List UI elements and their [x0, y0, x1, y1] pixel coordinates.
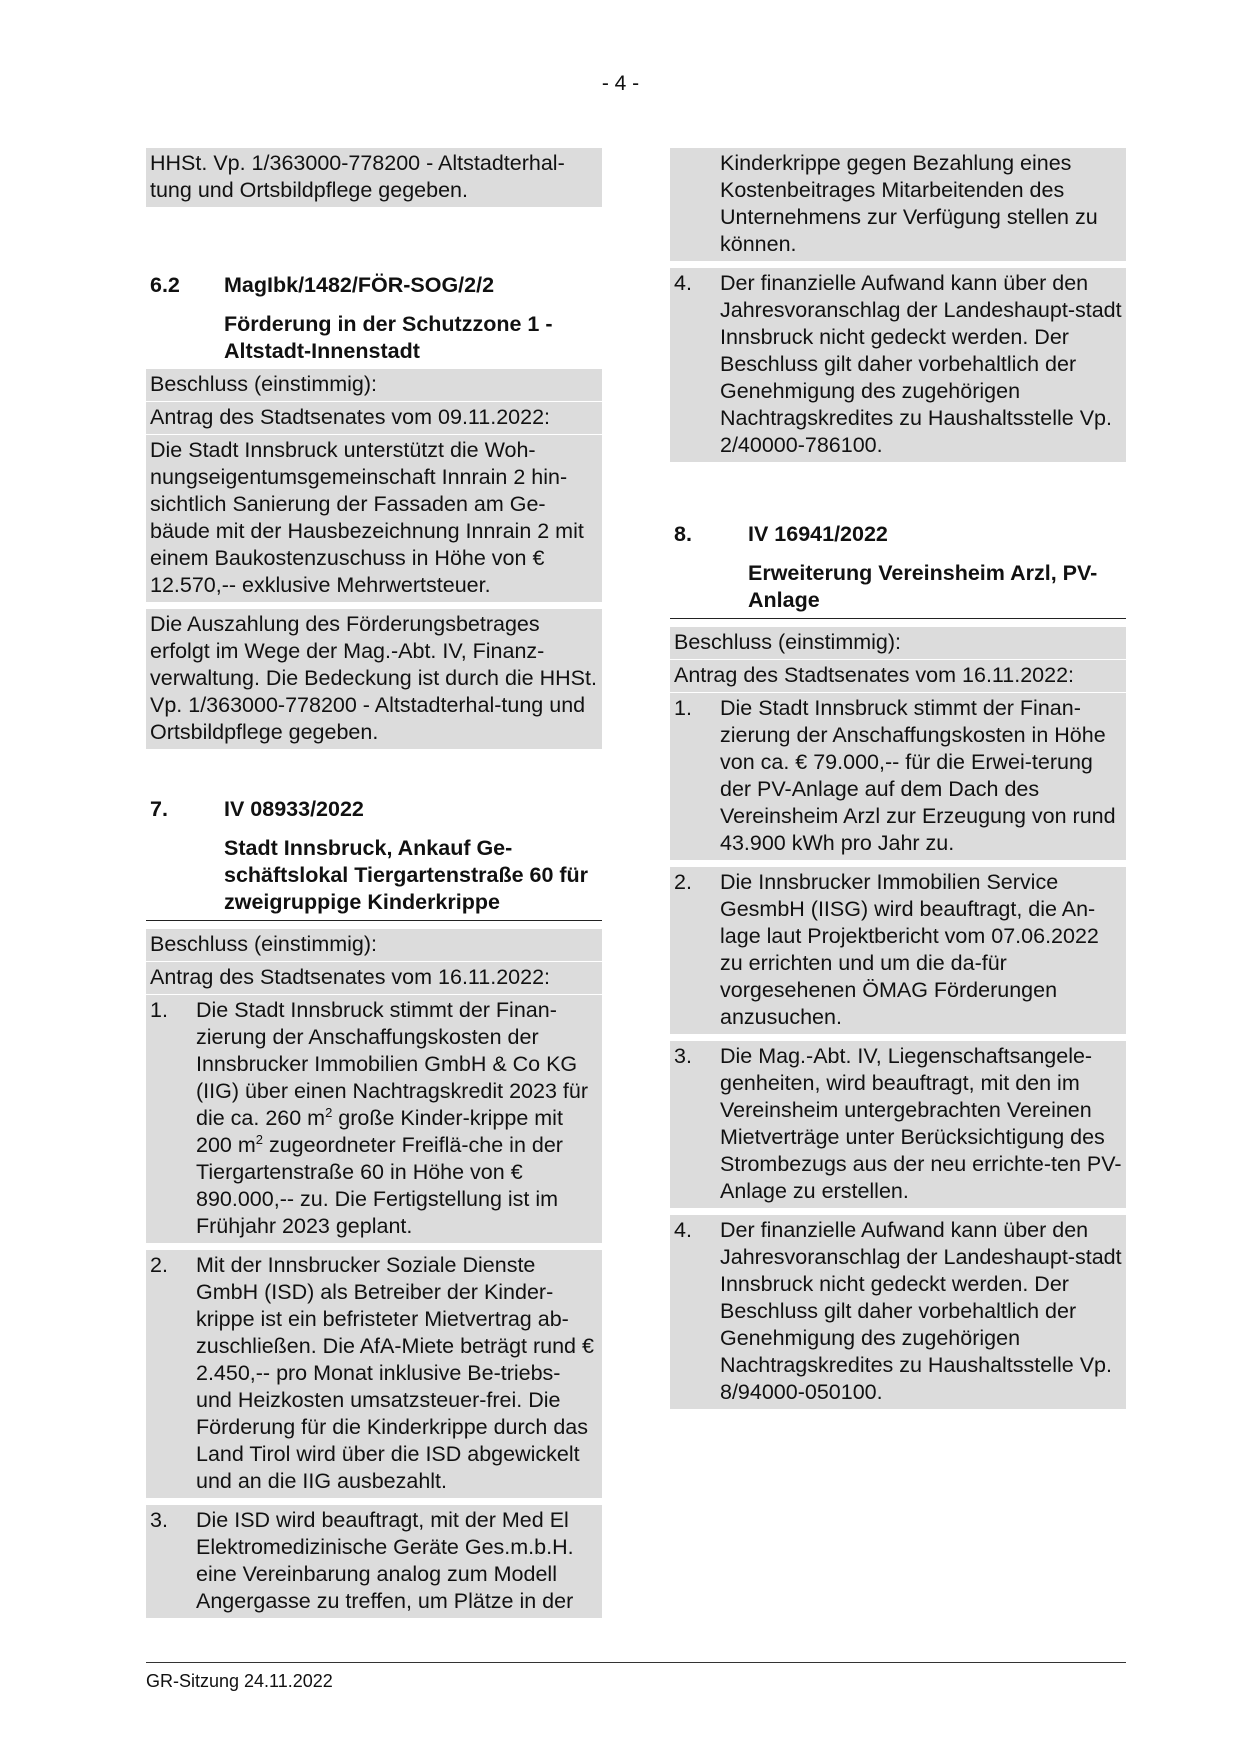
list-item [670, 1041, 1126, 1208]
section-id: IV 08933/2022 [224, 797, 364, 821]
motion-label: Antrag des Stadtsenates vom 09.11.2022: [146, 402, 602, 434]
left-column [146, 148, 602, 1625]
list-item [670, 268, 1126, 462]
section-number: 7. [150, 797, 168, 821]
item-number: 3. [674, 1044, 692, 1068]
item-text: Die Mag.-Abt. IV, Liegenschaftsangele-genheiten, wird beauftragt, mit den im Vereinsheim untergebrachten Vereinen Mietverträge unter Berücksichtigung des Strombezugs aus der neu errichte-ten PV-Anlage zu erstellen. [720, 1044, 1122, 1203]
left-top-text: HHSt. Vp. 1/363000-778200 - Altstadterhal-tung und Ortsbildpflege gegeben. [146, 148, 602, 207]
section-title: Erweiterung Vereinsheim Arzl, PV-Anlage [670, 560, 1126, 619]
item-text: Mit der Innsbrucker Soziale Dienste GmbH (ISD) als Betreiber der Kinder-krippe ist ein befristeter Mietvertrag ab-zuschließen. Die AfA-Miete beträgt rund € 2.450,-- pro Monat inklusive Be-triebs- und Heizkosten umsatzsteuer-frei. Die Förderung für die Kinderkrippe durch das Land Tirol wird über die ISD abgewickelt und an die IIG ausbezahlt. [196, 1253, 594, 1493]
decision-label: Beschluss (einstimmig): [146, 929, 602, 961]
item-text: Die Innsbrucker Immobilien Service GesmbH (IISG) wird beauftragt, die An-lage laut Projektbericht vom 07.06.2022 zu errichten und um die da-für vorgesehenen ÖMAG Förderungen anzusuchen. [720, 870, 1099, 1029]
page-number: - 4 - [601, 72, 640, 95]
right-column [670, 148, 1126, 1416]
item-number: 4. [674, 1218, 692, 1242]
list-item [670, 1215, 1126, 1409]
item-number: 3. [150, 1508, 168, 1532]
section-7 [146, 796, 602, 1618]
section-number: 8. [674, 522, 692, 546]
list-item [146, 995, 602, 1243]
section-7-header [146, 796, 602, 823]
section-number: 6.2 [150, 273, 180, 297]
list-item [670, 693, 1126, 860]
section-6-2 [146, 272, 602, 749]
decision-label: Beschluss (einstimmig): [670, 627, 1126, 659]
list-item [146, 1250, 602, 1498]
section-title: Stadt Innsbruck, Ankauf Ge-schäftslokal Tiergartenstraße 60 für zweigruppige Kinderkrippe [146, 835, 602, 921]
list-item-continued [670, 148, 1126, 261]
item-text: Der finanzielle Aufwand kann über den Jahresvoranschlag der Landeshaupt-stadt Innsbruck nicht gedeckt werden. Der Beschluss gilt daher vorbehaltlich der Genehmigung des zugehörigen Nachtragskredites zu Haushaltsstelle Vp. 2/40000-786100. [720, 271, 1122, 457]
item-text: Kinderkrippe gegen Bezahlung eines Kostenbeitrages Mitarbeitenden des Unternehmens zur Verfügung stellen zu können. [720, 151, 1098, 256]
item-number: 4. [674, 271, 692, 295]
section-title: Förderung in der Schutzzone 1 - Altstadt-Innenstadt [224, 312, 553, 363]
paragraph: Die Auszahlung des Förderungsbetrages erfolgt im Wege der Mag.-Abt. IV, Finanz-verwaltung. Die Bedeckung ist durch die HHSt. Vp. 1/363000-778200 - Altstadterhal-tung und Ortsbildpflege gegeben. [146, 609, 602, 749]
section-8 [670, 521, 1126, 1409]
item-text: Die Stadt Innsbruck stimmt der Finan-zierung der Anschaffungskosten in Höhe von ca. € 79.000,-- für die Erwei-terung der PV-Anlage auf dem Dach des Vereinsheim Arzl zur Erzeugung von rund 43.900 kWh pro Jahr zu. [720, 696, 1116, 855]
item-number: 1. [674, 696, 692, 720]
page-footer [146, 1662, 1126, 1692]
item-number: 1. [150, 998, 168, 1022]
decision-label: Beschluss (einstimmig): [146, 369, 602, 401]
section-6-2-header [146, 272, 602, 299]
list-item [670, 867, 1126, 1034]
motion-label: Antrag des Stadtsenates vom 16.11.2022: [146, 962, 602, 994]
section-8-header [670, 521, 1126, 548]
section-id: IV 16941/2022 [748, 522, 888, 546]
item-text: Der finanzielle Aufwand kann über den Jahresvoranschlag der Landeshaupt-stadt Innsbruck nicht gedeckt werden. Der Beschluss gilt daher vorbehaltlich der Genehmigung des zugehörigen Nachtragskredites zu Haushaltsstelle Vp. 8/94000-050100. [720, 1218, 1122, 1404]
paragraph: Die Stadt Innsbruck unterstützt die Woh-nungseigentumsgemeinschaft Innrain 2 hin-sichtlich Sanierung der Fassaden am Ge-bäude mit der Hausbezeichnung Innrain 2 mit einem Baukostenzuschuss in Höhe von € 12.570,-- exklusive Mehrwertsteuer. [146, 435, 602, 602]
footer-text: GR-Sitzung 24.11.2022 [146, 1671, 333, 1691]
list-item [146, 1505, 602, 1618]
section-id: MagIbk/1482/FÖR-SOG/2/2 [224, 273, 495, 297]
item-number: 2. [674, 870, 692, 894]
motion-label: Antrag des Stadtsenates vom 16.11.2022: [670, 660, 1126, 692]
item-text: Die Stadt Innsbruck stimmt der Finan-zierung der Anschaffungskosten der Innsbrucker Immobilien GmbH & Co KG (IIG) über einen Nachtragskredit 2023 für die ca. 260 $m^2$ große Kinder-krippe mit 200 $m^2$ zugeordneter Freiflä-che in der Tiergartenstraße 60 in Höhe von € 890.000,-- zu. Die Fertigstellung ist im Frühjahr 2023 geplant. [196, 998, 588, 1238]
item-number: 2. [150, 1253, 168, 1277]
item-text: Die ISD wird beauftragt, mit der Med El Elektromedizinische Geräte Ges.m.b.H. eine Vereinbarung analog zum Modell Angergasse zu treffen, um Plätze in der [196, 1508, 574, 1613]
